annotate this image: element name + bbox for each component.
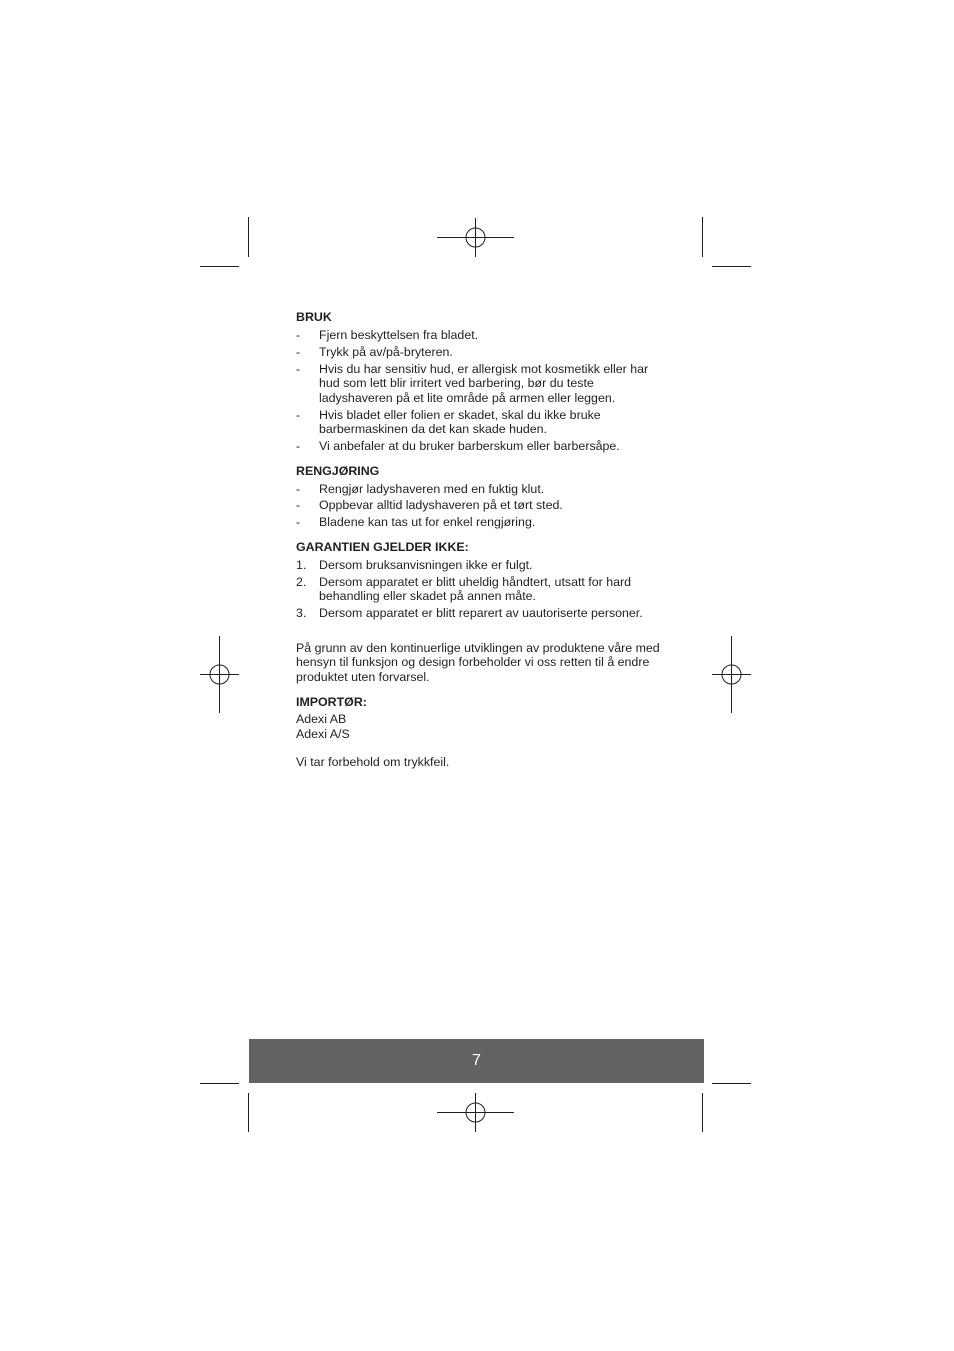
list-item [296,515,666,530]
list-item-text: Dersom apparatet er blitt reparert av uautoriserte personer. [319,606,643,621]
list-marker: - [296,498,301,513]
section-heading-garanti: GARANTIEN GJELDER IKKE: [296,540,469,555]
list-item [296,558,666,573]
list-item-text: Oppbevar alltid ladyshaveren på et tørt sted. [319,498,563,513]
list-marker: - [296,327,301,342]
list-item-text: Fjern beskyttelsen fra bladet. [319,327,479,342]
list-item-text: Hvis bladet eller folien er skadet, skal du ikke bruke barbermaskinen da det kan skade huden. [319,407,601,437]
list-marker: - [296,344,301,359]
page-number: 7 [472,1052,481,1069]
list-marker: 1. [296,557,307,572]
registration-target-bottom [437,1093,514,1132]
list-item [296,408,666,437]
section-heading-rengjoring: RENGJØRING [296,463,380,478]
product-change-notice: På grunn av den kontinuerlige utviklingen av produktene våre med hensyn til funksjon og design forbeholder vi oss retten til å endre produktet uten forvarsel. [296,640,660,684]
list-marker: 3. [296,606,307,621]
section-heading-bruk: BRUK [296,310,332,324]
list-marker: - [296,481,301,496]
page-footer-bar [249,1039,704,1083]
garanti-list [296,558,666,621]
list-item-text: Dersom bruksanvisningen ikke er fulgt. [319,557,533,572]
list-marker: - [296,407,301,422]
list-item [296,362,666,406]
bruk-list [296,328,666,454]
list-item [296,498,666,513]
list-item-text: Rengjør ladyshaveren med en fuktig klut. [319,481,545,496]
rengjoring-list [296,482,666,531]
manual-page-content [296,310,666,770]
list-item [296,482,666,497]
list-marker: - [296,361,301,376]
importer-name: Adexi A/S [296,726,350,741]
list-item [296,345,666,360]
list-item [296,575,666,604]
list-item-text: Vi anbefaler at du bruker barberskum eller barbersåpe. [319,439,620,454]
list-item-text: Hvis du har sensitiv hud, er allergisk mot kosmetikk eller har hud som lett blir irritert ved barbering, bør du teste ladyshaveren på et lite område på armen eller leggen. [319,361,649,405]
list-item-text: Dersom apparatet er blitt uheldig håndtert, utsatt for hard behandling eller skadet på annen måte. [319,574,632,604]
list-item [296,606,666,621]
list-marker: - [296,439,301,454]
list-marker: - [296,515,301,530]
section-heading-importor: IMPORTØR: [296,694,367,709]
print-error-disclaimer: Vi tar forbehold om trykkfeil. [296,755,450,770]
list-item-text: Bladene kan tas ut for enkel rengjøring. [319,515,536,530]
registration-target-top [437,218,514,257]
list-item-text: Trykk på av/på-bryteren. [319,344,453,359]
importer-name: Adexi AB [296,712,347,727]
registration-target-right [712,636,751,713]
list-item [296,328,666,343]
registration-target-left [200,636,239,713]
list-marker: 2. [296,574,307,589]
list-item [296,439,666,454]
